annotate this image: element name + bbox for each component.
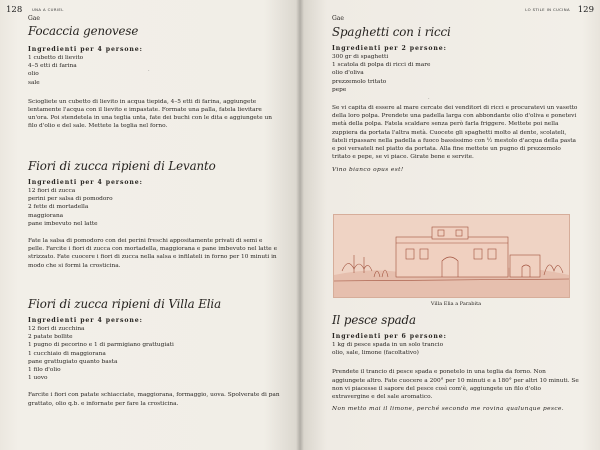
ingredient: 1 pugno di pecorino e 1 di parmigiano grattugiati xyxy=(28,342,174,349)
right-page xyxy=(300,0,600,450)
recipe-title: Focaccia genovese xyxy=(28,24,139,38)
recipe-title: Fiori di zucca ripieni di Levanto xyxy=(28,159,216,173)
ingredient: 1 scatola di polpa di ricci di mare xyxy=(332,62,431,69)
recipe-fiori-levanto xyxy=(28,159,280,270)
recipe-method: Sciogliete un cubetto di lievito in acqua tiepida, 4–5 etti di farina, aggiungete lentamente l'acqua con il lievito e impastate. Formate una palla, fatela lievitare un'ora. Poi stendetela in una teglia unta, fate dei buchi con le dita e aggiungete un filo d'olio e del sale. Mettete la teglia nel forno. xyxy=(28,98,272,130)
ingredients-list xyxy=(28,325,280,382)
ingredient: 1 filo d'olio xyxy=(28,367,61,374)
recipe-title: Spaghetti con i ricci xyxy=(332,25,451,39)
illustration-caption: Villa Elia a Parabita xyxy=(430,301,482,307)
villa-drawing-icon xyxy=(334,215,569,297)
recipe-fiori-villa-elia xyxy=(28,297,280,408)
ingredient: 4–5 etti di farina xyxy=(28,63,77,70)
ingredient: 300 gr di spaghetti xyxy=(332,54,389,60)
recipe-method: Se vi capita di essere al mare cercate dei venditori di ricci e procuratevi un vasetto della loro polpa. Prendete una padella larga con abbondante olio d'oliva e ponetevi metà della polpa. Fatela scaldare senza però farla friggere. Mettete poi nella zuppiera da portata l'altra metà. Cuocete gli spaghetti molto al dente, scolateli, fateli ripassare nella padella a fuoco bassissimo con ½ mestolo d'acqua della pasta e poi versateli nel piatto da portata. Alla fine mettete un pugno di prezzemolo tritato e pepe, se vi piace. Girate bene e servite. xyxy=(332,105,578,161)
ingredients-heading: Ingredienti per 4 persone: xyxy=(28,317,143,324)
ingredient: pane imbevuto nel latte xyxy=(28,220,98,227)
recipe-focaccia xyxy=(28,24,280,131)
ingredients-heading: Ingredienti per 6 persone: xyxy=(332,333,447,340)
ingredient: 1 cucchiaio di maggiorana xyxy=(28,350,106,357)
ingredient: maggiorana xyxy=(28,212,64,219)
page-number-right: 129 xyxy=(577,5,594,15)
ingredient: sale xyxy=(28,79,40,86)
ingredient: olio xyxy=(28,71,39,78)
ingredient: 12 fiori di zucchina xyxy=(28,326,85,332)
recipe-pesce-spada xyxy=(332,313,580,413)
ingredient: pepe xyxy=(332,86,347,93)
recipe-title: Fiori di zucca ripieni di Villa Elia xyxy=(28,297,222,311)
ingredients-list xyxy=(28,54,280,87)
ingredients-heading: Ingredienti per 4 persone: xyxy=(28,46,143,53)
ingredient: 2 patate bollite xyxy=(28,334,73,341)
ingredient: 1 kg di pesce spada in un solo trancio xyxy=(332,342,444,348)
ingredients-heading: Ingredienti per 2 persone: xyxy=(332,45,447,52)
ingredients-list xyxy=(332,341,580,357)
recipe-spaghetti-ricci xyxy=(332,25,580,175)
recipe-method: Fate la salsa di pomodoro con dei perini freschi appositamente privati di semi e pelle. Farcite i fiori di zucca con mortadella, maggiorana e pane imbevuto nel latte e strizzato. Fate cuocere i fiori di zucca nella salsa e infilateli in forno per 10 minuti in modo che si formi la crosticina. xyxy=(28,238,277,269)
author-left: Gae xyxy=(28,15,40,22)
page-number-left: 128 xyxy=(6,5,23,15)
ingredient: 12 fiori di zucca xyxy=(28,188,76,194)
villa-elia-illustration xyxy=(333,214,570,298)
ingredient: prezzemolo tritato xyxy=(332,78,387,85)
recipe-title: Il pesce spada xyxy=(332,313,416,327)
author-right: Gae xyxy=(332,15,344,22)
print-speck: ˑ xyxy=(148,68,150,74)
ingredients-list xyxy=(28,187,280,228)
recipe-method: Prendete il trancio di pesce spada e ponetelo in una teglia da forno. Non aggiungete altro. Fate cuocere a 200° per 10 minuti e a 180° per altri 10 minuti. Se non vi piacesse il sapore del pesce così com'è, aggiungete un filo d'olio extravergine e del sale aromatico. xyxy=(332,369,579,401)
book-gutter xyxy=(296,0,304,450)
ingredient: olio, sale, limone (facoltativo) xyxy=(332,350,419,357)
ingredient: 1 cubetto di lievito xyxy=(28,55,84,61)
ingredient: perini per salsa di pomodoro xyxy=(28,196,113,203)
ingredient: pane grattugiato quanto basta xyxy=(28,358,118,365)
recipe-note: Vino bianco opus est! xyxy=(332,167,404,174)
print-speck: ˑ xyxy=(428,96,430,102)
ingredient: olio d'oliva xyxy=(332,70,364,77)
ingredient: 1 uovo xyxy=(28,375,48,382)
ingredient: 2 fette di mortadella xyxy=(28,204,89,211)
recipe-note: Non metto mai il limone, perché secondo me rovina qualunque pesce. xyxy=(332,406,565,413)
ingredients-list xyxy=(332,53,580,94)
recipe-method: Farcite i fiori con patate schiacciate, maggiorana, formaggio, uova. Spolverate di pan grattato, olio q.b. e infornate per fare la crosticina. xyxy=(28,392,280,407)
running-head-right: LO STILE IN CUCINA xyxy=(525,7,570,12)
ingredients-heading: Ingredienti per 4 persone: xyxy=(28,179,143,186)
running-head-left: UNA A CURIEL xyxy=(32,7,64,12)
